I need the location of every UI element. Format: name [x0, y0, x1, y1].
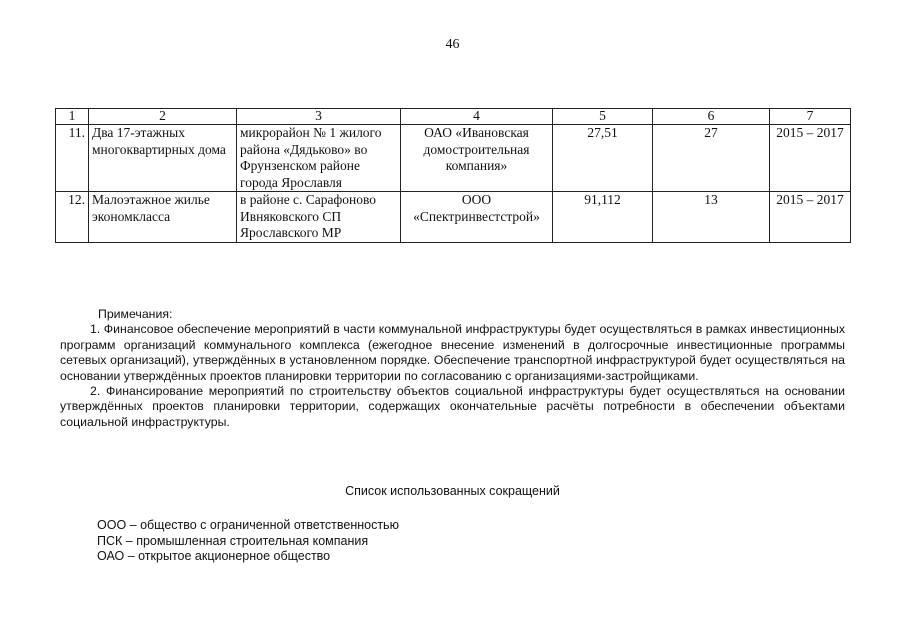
abbreviations-list: [97, 518, 399, 565]
header-cell: 5: [553, 109, 653, 125]
list-item: ПСК – промышленная строительная компания: [97, 533, 369, 548]
period-cell: 2015 – 2017: [770, 125, 851, 192]
header-cell: 7: [770, 109, 851, 125]
header-cell: 3: [237, 109, 401, 125]
notes-label: Примечания:: [98, 307, 173, 321]
page-number: 46: [445, 37, 460, 52]
table-row: [56, 192, 851, 243]
projects-table: [55, 108, 851, 243]
row-number: 11.: [56, 125, 89, 192]
object-name: Малоэтажное жилье экономкласса: [89, 192, 237, 243]
note-item-2: 2. Финансирование мероприятий по строительству объектов социальной инфраструктуры будет осуществляться на основании утверждённых проектов планировки территории, содержащих окончательные расчёты потребности в обеспечении объектами социальной инфраструктуры.: [60, 384, 845, 429]
header-cell: 2: [89, 109, 237, 125]
table-header-row: [56, 109, 851, 125]
count-cell: 13: [653, 192, 770, 243]
developer-company: ООО «Спектринвестстрой»: [401, 192, 553, 243]
header-cell: 4: [401, 109, 553, 125]
row-number: 12.: [56, 192, 89, 243]
object-location: в районе с. Сарафоново Ивняковского СП Ярославского МР: [237, 192, 401, 243]
value-cell: 27,51: [553, 125, 653, 192]
developer-company: ОАО «Ивановская домостроительная компания»: [401, 125, 553, 192]
header-cell: 1: [56, 109, 89, 125]
list-item: ОАО – открытое акционерное общество: [97, 549, 331, 564]
notes-section: [60, 307, 845, 430]
abbreviations-title: Список использованных сокращений: [345, 484, 560, 498]
header-cell: 6: [653, 109, 770, 125]
object-location: микрорайон № 1 жилого района «Дядьково» во Фрунзенском районе города Ярославля: [237, 125, 401, 192]
table-row: [56, 125, 851, 192]
object-name: Два 17-этажных многоквартирных дома: [89, 125, 237, 192]
value-cell: 91,112: [553, 192, 653, 243]
period-cell: 2015 – 2017: [770, 192, 851, 243]
count-cell: 27: [653, 125, 770, 192]
note-item-1: 1. Финансовое обеспечение мероприятий в части коммунальной инфраструктуры будет осуществляться в рамках инвестиционных программ организаций коммунального комплекса (ежегодное внесение изменений в долгосрочные инвестиционные программы сетевых организаций), утверждённых в установленном порядке. Обеспечение транспортной инфраструктурой будет осуществляться на основании утверждённых проектов планировки территории по согласованию с организациями-застройщиками.: [60, 322, 845, 383]
list-item: ООО – общество с ограниченной ответственностью: [97, 518, 399, 532]
